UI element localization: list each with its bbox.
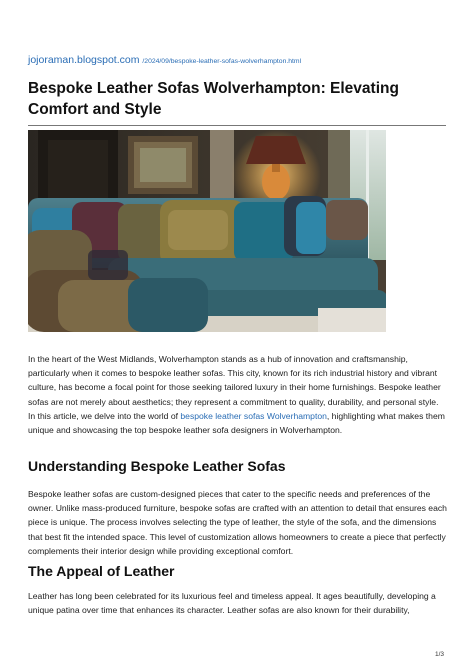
intro-text-1: In the heart of the West Midlands, Wolverhampton stands as a hub of innovation and craftsmanship, particularly when it comes to bespoke leather sofas. This city, known for its rich industrial history and vibrant culture, has become a focal point for those seeking tailored luxury in their home furnishings. Bespoke leather sofas are not merely about aesthetics; they represent a commitment to quality, durability, and personal style. In this article, we delve into the world of xyxy=(28,354,441,421)
section-heading-understanding: Understanding Bespoke Leather Sofas xyxy=(28,458,286,474)
bespoke-sofas-link[interactable]: bespoke leather sofas Wolverhampton xyxy=(180,410,327,421)
source-domain[interactable]: jojoraman.blogspot.com xyxy=(28,54,140,66)
title-divider xyxy=(28,125,446,126)
intro-paragraph xyxy=(28,352,448,437)
section-body-understanding: Bespoke leather sofas are custom-designed pieces that cater to the specific needs and preferences of the owner. Unlike mass-produced furniture, bespoke sofas are crafted with an attention to detail that ensures each piece is unique. The process involves selecting the type of leather, the style of the sofa, and the dimensions that best fit the intended space. This level of customization allows homeowners to create a piece that perfectly complements their interior design while providing exceptional comfort. xyxy=(28,489,447,556)
intro-text-2: , highlighting what makes them unique and showcasing the top bespoke leather sofa designers in Wolverhampton. xyxy=(28,410,445,436)
source-url[interactable] xyxy=(28,54,301,66)
page-number: 1/3 xyxy=(434,651,444,658)
section-heading-appeal: The Appeal of Leather xyxy=(28,563,175,579)
source-path[interactable]: /2024/09/bespoke-leather-sofas-wolverhampton.html xyxy=(142,58,302,65)
article-title: Bespoke Leather Sofas Wolverhampton: Elevating Comfort and Style xyxy=(28,80,399,118)
hero-image-living-room-sofa xyxy=(28,130,386,332)
section-body-appeal: Leather has long been celebrated for its luxurious feel and timeless appeal. It ages beautifully, developing a unique patina over time that enhances its character. Leather sofas are also known for their durability, xyxy=(28,591,436,616)
